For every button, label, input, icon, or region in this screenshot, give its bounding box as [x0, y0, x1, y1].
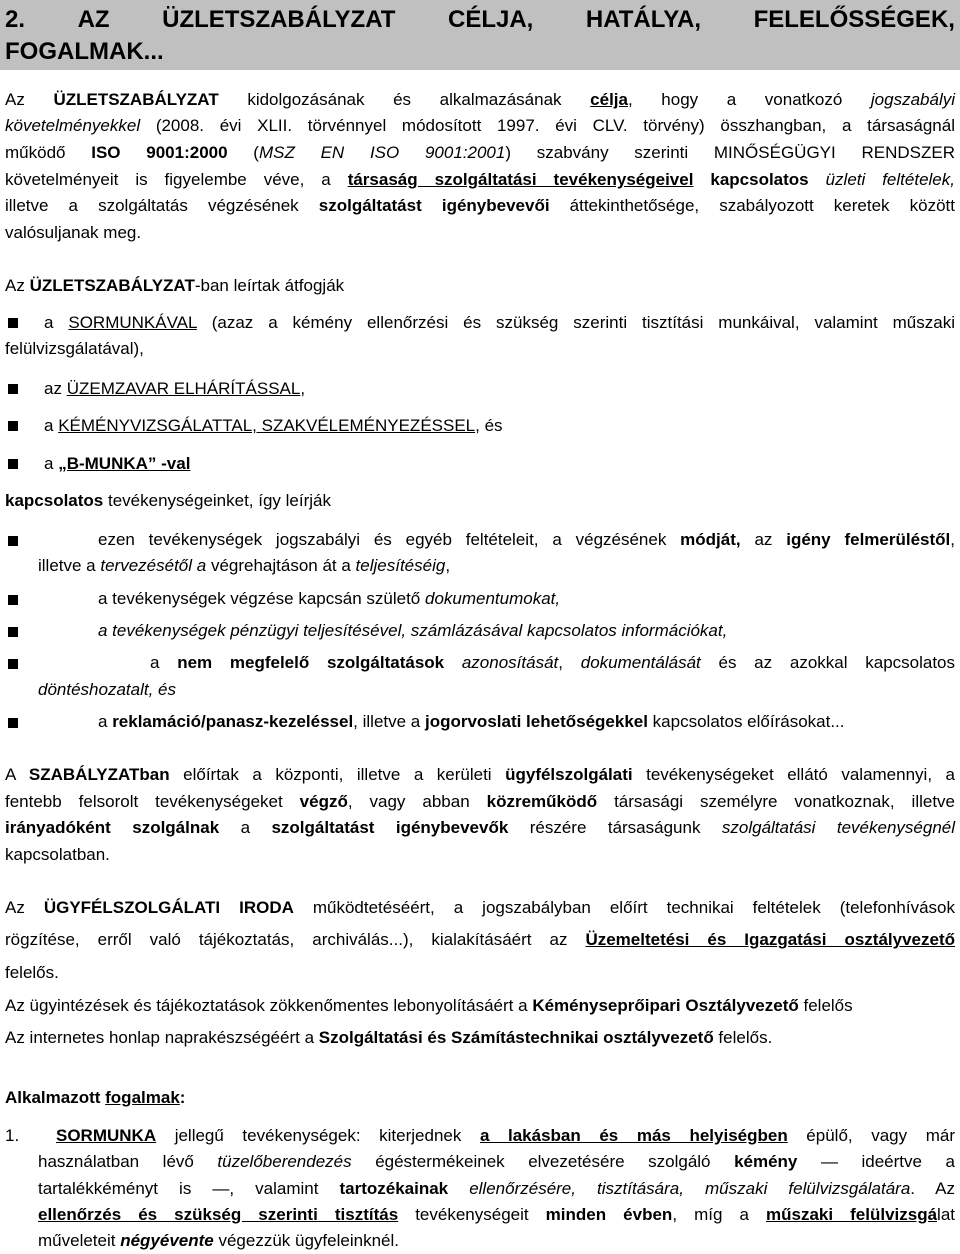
term1-line-2: használatban lévő tüzelőberendezés égéstermékeinek elvezetésére szolgáló kémény — ideértve a	[38, 1152, 955, 1171]
intro-line-6: valósuljanak meg.	[5, 223, 142, 242]
heading-word: HATÁLYA,	[585, 6, 702, 33]
term1-line-3: tartalékkéményt is —, valamint tartozékainak ellenőrzésére, tisztítására, műszaki felülvizsgálatára. Az	[38, 1179, 955, 1198]
list1-item-1-line-1: a SORMUNKÁVAL (azaz a kémény ellenőrzési és szükség szerinti tisztítási munkáival, valamint műszaki	[44, 313, 955, 332]
office-line-2: rögzítése, erről való tájékoztatás, archiválás...), kialakításáért az Üzemeltetési és Igazgatási osztályvezető	[5, 930, 956, 949]
heading-word: AZ	[77, 6, 110, 33]
heading-word: FELELŐSSÉGEK,	[753, 6, 955, 33]
list2-item-3: a tevékenységek pénzügyi teljesítésével, számlázásával kapcsolatos információkat,	[98, 621, 728, 640]
list2-item-2: a tevékenységek végzése kapcsán születő dokumentumokat,	[98, 589, 561, 608]
list2-item-1-line-2: illetve a tervezésétől a végrehajtáson át a teljesítéséig,	[38, 556, 451, 575]
bullet-icon	[8, 595, 18, 605]
regs-line-3: irányadóként szolgálnak a szolgáltatást igénybevevők részére társaságunk szolgáltatási tevékenységnél	[5, 818, 956, 837]
list1-item-4: a „B-MUNKA” -val	[44, 454, 191, 473]
web-line: Az internetes honlap naprakészségéért a Szolgáltatási és Számítástechnikai osztályvezető felelős.	[5, 1028, 773, 1047]
list2-item-5: a reklamáció/panasz-kezeléssel, illetve a jogorvoslati lehetőségekkel kapcsolatos előírásokat...	[98, 712, 845, 731]
term1-line-1: SORMUNKA jellegű tevékenységek: kiterjednek a lakásban és más helyiségben épülő, vagy már	[56, 1126, 955, 1145]
heading-word: 2.	[5, 6, 26, 33]
scope-line: Az ÜZLETSZABÁLYZAT-ban leírtak átfogják	[5, 276, 345, 295]
term1-line-4: ellenőrzés és szükség szerinti tisztítás tevékenységeit minden évben, míg a műszaki felülvizsgálat	[38, 1205, 956, 1224]
admin-line: Az ügyintézések és tájékoztatások zökkenőmentes lebonyolításáért a Kéményseprőipari Osztályvezető felelős	[5, 996, 853, 1015]
intro-line-1: Az ÜZLETSZABÁLYZAT kidolgozásának és alkalmazásának célja, hogy a vonatkozó jogszabályi	[5, 90, 956, 109]
intro-line-2: követelményekkel (2008. évi XLII. törvénnyel módosított 1997. évi CLV. törvény) összhangban, a társaságnál	[5, 116, 955, 135]
list1-item-3: a KÉMÉNYVIZSGÁLATTAL, SZAKVÉLEMÉNYEZÉSSEL, és	[44, 416, 503, 435]
intro-line-5: illetve a szolgáltatás végzésének szolgáltatást igénybevevői áttekinthetősége, szabályozott keretek között	[5, 196, 956, 215]
regs-line-2: fentebb felsorolt tevékenységeket végző, vagy abban közreműködő társasági személyre vonatkoznak, illetve	[5, 792, 955, 811]
list2-item-4-line-2: döntéshozatalt, és	[38, 680, 176, 699]
heading-word: CÉLJA,	[447, 6, 534, 33]
list2-item-1-line-1: ezen tevékenységek jogszabályi és egyéb feltételeit, a végzésének módját, az igény felmerüléstől,	[98, 530, 956, 549]
section-heading-line2: FOGALMAK...	[5, 38, 164, 65]
bullet-icon	[8, 627, 18, 637]
term-number: 1.	[5, 1126, 20, 1145]
bullet-icon	[8, 318, 18, 328]
list1-item-1-line-2: felülvizsgálatával),	[5, 339, 144, 358]
terms-heading: Alkalmazott fogalmak:	[5, 1088, 186, 1107]
office-line-3: felelős.	[5, 963, 59, 982]
section-heading-line1	[5, 4, 955, 36]
bullet-icon	[8, 536, 18, 546]
related-line: kapcsolatos tevékenységeinket, így leírják	[5, 491, 331, 510]
intro-line-3: működő ISO 9001:2000 (MSZ EN ISO 9001:2001) szabvány szerinti MINŐSÉGÜGYI RENDSZER	[5, 143, 955, 162]
list2-item-4-line-1: a nem megfelelő szolgáltatások azonosítását, dokumentálását és az azokkal kapcsolatos	[150, 653, 956, 672]
bullet-icon	[8, 421, 18, 431]
regs-line-4: kapcsolatban.	[5, 845, 110, 864]
bullet-icon	[8, 459, 18, 469]
intro-line-4: követelményeit is figyelembe véve, a társaság szolgáltatási tevékenységeivel kapcsolatos üzleti feltételek,	[5, 170, 955, 189]
bullet-icon	[8, 384, 18, 394]
list1-item-2: az ÜZEMZAVAR ELHÁRÍTÁSSAL,	[44, 379, 306, 398]
term1-line-5: műveleteit négyévente végezzük ügyfeleinknél.	[38, 1231, 399, 1250]
bullet-icon	[8, 659, 18, 669]
regs-line-1: A SZABÁLYZATban előírtak a központi, illetve a kerületi ügyfélszolgálati tevékenységeket ellátó valamennyi, a	[5, 765, 956, 784]
office-line-1: Az ÜGYFÉLSZOLGÁLATI IRODA működtetéséért, a jogszabályban előírt technikai feltételek (telefonhívások	[5, 898, 955, 917]
bullet-icon	[8, 718, 18, 728]
heading-word: ÜZLETSZABÁLYZAT	[162, 6, 396, 33]
